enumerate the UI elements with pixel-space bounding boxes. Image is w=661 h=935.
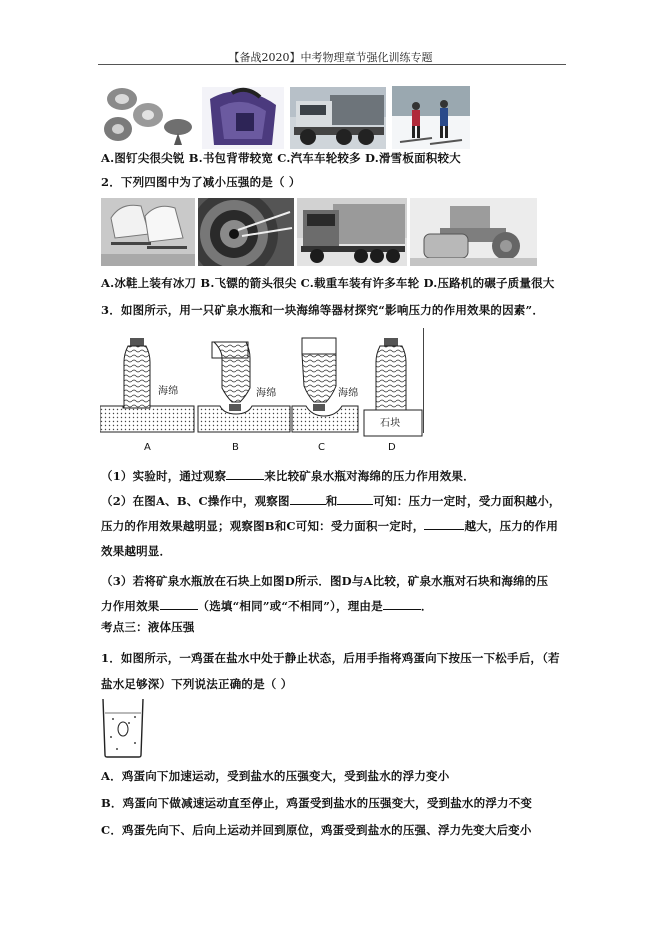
- q3-part2-text-b: 和: [325, 494, 338, 508]
- q2-options: A.冰鞋上装有冰刀 B.飞镖的箭头很尖 C.载重车装有许多车轮 D.压路机的碾子质量很大: [101, 276, 555, 290]
- sponge-experiment-figure: [100, 328, 425, 458]
- skiers-photo: [392, 86, 470, 149]
- q3-part3-line2: [101, 598, 433, 614]
- heavy-truck-photo: [297, 198, 407, 266]
- sponge-label-c: 海绵: [338, 386, 358, 402]
- q3-part2-text-c: 可知：压力一定时，受力面积越小，: [373, 494, 561, 508]
- q3-stem: 3．如图所示，用一只矿泉水瓶和一块海绵等器材探究“影响压力的作用效果的因素”．: [101, 303, 545, 317]
- q3-part2-blank-2[interactable]: [337, 493, 373, 505]
- figure-label-c: C: [318, 442, 326, 453]
- road-roller-photo: [410, 198, 537, 266]
- pushpin-photo: [102, 85, 196, 149]
- figure-label-d: D: [388, 442, 396, 453]
- truck-photo-1: [290, 87, 386, 149]
- q3-part3-text-b: （选填“相同”或“不相同”），理由是: [197, 599, 383, 613]
- q1-options: A.图钉尖很尖锐 B.书包背带较宽 C.汽车车轮较多 D.滑雪板面积较大: [101, 151, 461, 165]
- q3-part1-blank[interactable]: [226, 468, 264, 480]
- figure-label-a: A: [144, 442, 152, 453]
- q3-part2-line3: 效果越明显．: [101, 544, 172, 558]
- q3-part2-line2-text-a: 压力的作用效果越明显；观察图B和C可知：受力面积一定时，: [101, 519, 425, 533]
- q3-part2-blank-3[interactable]: [424, 518, 464, 530]
- q3-part1-text-b: 来比较矿泉水瓶对海绵的压力作用效果．: [264, 469, 475, 483]
- q3-part2-line2: [101, 518, 558, 534]
- q3-part2-blank-1[interactable]: [290, 493, 326, 505]
- q4-stem-line1: 1．如图所示，一鸡蛋在盐水中处于静止状态，后用手指将鸡蛋向下按压一下松手后，（若: [101, 651, 560, 665]
- ice-skates-photo: [101, 198, 195, 266]
- section-heading: 考点三：液体压强: [101, 620, 195, 634]
- q3-part3-text-a: 力作用效果: [101, 599, 160, 613]
- q3-part2-line2-text-b: 越大，压力的作用: [464, 519, 559, 533]
- q4-stem-line2: 盐水足够深）下列说法正确的是（ ）: [101, 677, 293, 691]
- q3-part3-blank-2[interactable]: [383, 598, 421, 610]
- q2-stem: 2．下列四图中为了减小压强的是（ ）: [101, 175, 301, 189]
- egg-beaker-figure: [101, 697, 145, 759]
- sponge-label-a: 海绵: [158, 384, 178, 400]
- q4-option-c: C．鸡蛋先向下、后向上运动并回到原位，鸡蛋受到盐水的压强、浮力先变大后变小: [101, 823, 532, 837]
- backpack-photo: [202, 87, 284, 149]
- q3-part1-text-a: （1）实验时，通过观察: [101, 469, 227, 483]
- q4-option-b: B．鸡蛋向下做减速运动直至停止，鸡蛋受到盐水的压强变大，受到盐水的浮力不变: [101, 796, 533, 810]
- page-header: 【备战2020】中考物理章节强化训练专题: [228, 51, 433, 64]
- q3-part1: [101, 468, 475, 484]
- q3-part3-text-c: ．: [420, 599, 433, 613]
- figure-label-b: B: [232, 442, 240, 453]
- header-rule: [98, 64, 566, 65]
- q4-option-a: A．鸡蛋向下加速运动，受到盐水的压强变大，受到盐水的浮力变小: [101, 769, 450, 783]
- stone-label: 石块: [380, 418, 401, 429]
- sponge-label-b: 海绵: [256, 386, 276, 402]
- q3-part2-line1: [101, 493, 561, 509]
- q3-part2-text-a: （2）在图A、B、C操作中，观察图: [101, 494, 290, 508]
- darts-photo: [198, 198, 294, 266]
- q3-part3-blank-1[interactable]: [160, 598, 198, 610]
- q3-part3-line1: （3）若将矿泉水瓶放在石块上如图D所示．图D与A比较，矿泉水瓶对石块和海绵的压: [101, 574, 549, 588]
